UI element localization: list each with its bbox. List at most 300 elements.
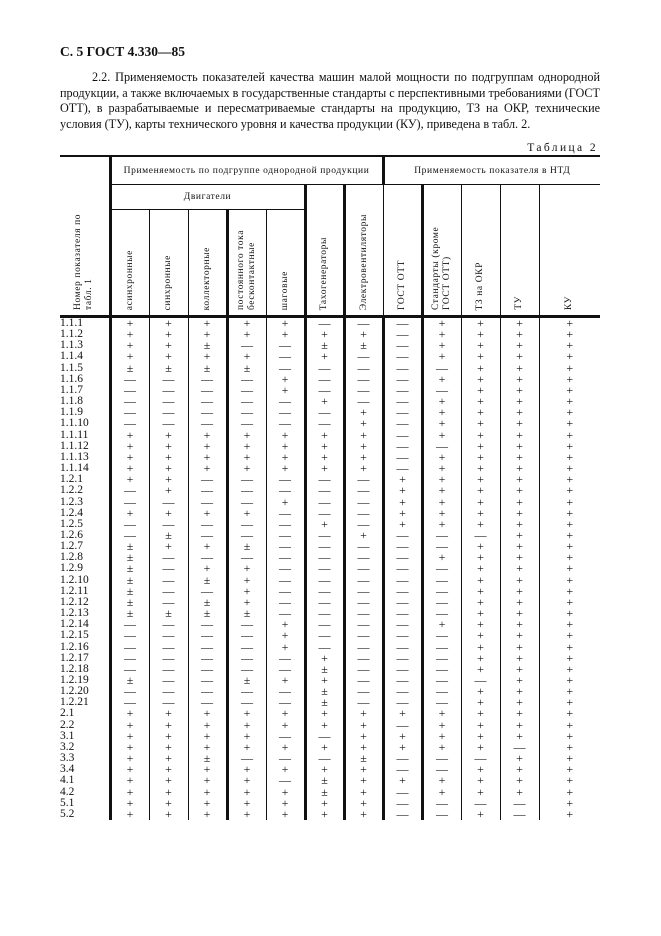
table-cell: + <box>461 385 500 396</box>
table-cell: + <box>500 418 539 429</box>
table-cell: — <box>422 798 461 809</box>
row-number: 1.2.4 <box>60 508 110 519</box>
table-cell: — <box>344 697 383 708</box>
row-number: 1.2.13 <box>60 608 110 619</box>
table-cell: + <box>344 407 383 418</box>
table-cell: — <box>344 619 383 630</box>
group-header-ntd: Применяемость показателя в НТД <box>383 156 600 185</box>
table-cell: — <box>266 753 305 764</box>
table-cell: + <box>461 664 500 675</box>
table-cell: + <box>188 809 227 820</box>
table-cell: + <box>461 430 500 441</box>
table-cell: + <box>305 463 344 474</box>
table-cell: + <box>149 731 188 742</box>
table-cell: — <box>227 396 266 407</box>
table-cell: + <box>188 452 227 463</box>
table-cell: + <box>461 519 500 530</box>
table-cell: — <box>422 530 461 541</box>
table-cell: ± <box>188 575 227 586</box>
table-cell: + <box>461 552 500 563</box>
table-cell: ± <box>305 775 344 786</box>
table-cell: — <box>383 430 422 441</box>
table-cell: + <box>461 608 500 619</box>
table-cell: — <box>383 608 422 619</box>
table-cell: — <box>110 697 149 708</box>
table-cell: — <box>383 697 422 708</box>
table-cell: — <box>383 586 422 597</box>
table-cell: + <box>539 798 600 809</box>
table-cell: — <box>266 775 305 786</box>
table-cell: + <box>149 798 188 809</box>
table-cell: + <box>188 563 227 574</box>
table-cell: + <box>461 563 500 574</box>
table-cell: — <box>227 385 266 396</box>
col-header: Тахогенераторы <box>305 185 344 317</box>
table-cell: + <box>461 764 500 775</box>
table-cell: — <box>227 619 266 630</box>
table-cell: ± <box>188 597 227 608</box>
table-cell: + <box>539 775 600 786</box>
table-cell: — <box>461 675 500 686</box>
table-cell: — <box>383 575 422 586</box>
table-cell: + <box>500 317 539 330</box>
table-cell: + <box>227 708 266 719</box>
table-cell: — <box>149 630 188 641</box>
table-cell: — <box>383 675 422 686</box>
table-cell: + <box>539 396 600 407</box>
table-cell: — <box>383 630 422 641</box>
row-number: 1.2.7 <box>60 541 110 552</box>
table-cell: — <box>383 809 422 820</box>
table-cell: + <box>500 396 539 407</box>
table-cell: + <box>110 317 149 330</box>
table-cell: + <box>110 452 149 463</box>
row-number: 3.2 <box>60 742 110 753</box>
table-cell: + <box>500 497 539 508</box>
table-cell: + <box>539 418 600 429</box>
table-cell: — <box>227 630 266 641</box>
table-cell: — <box>227 697 266 708</box>
table-cell: — <box>149 697 188 708</box>
row-number: 1.1.4 <box>60 351 110 362</box>
table-cell: + <box>539 764 600 775</box>
table-cell: — <box>500 809 539 820</box>
table-cell: — <box>383 597 422 608</box>
table-cell: — <box>344 630 383 641</box>
table-cell: — <box>305 530 344 541</box>
table-cell: + <box>227 575 266 586</box>
table-cell: — <box>305 317 344 330</box>
table-cell: — <box>344 474 383 485</box>
table-cell: + <box>500 664 539 675</box>
table-cell: + <box>266 329 305 340</box>
table-cell: + <box>461 642 500 653</box>
table-cell: — <box>305 508 344 519</box>
table-cell: — <box>110 396 149 407</box>
table-cell: + <box>110 731 149 742</box>
table-cell: + <box>500 385 539 396</box>
table-cell: + <box>110 764 149 775</box>
table-cell: + <box>149 708 188 719</box>
table-cell: + <box>149 485 188 496</box>
row-number: 1.1.7 <box>60 385 110 396</box>
table-cell: — <box>266 508 305 519</box>
table-cell: — <box>266 340 305 351</box>
table-cell: + <box>461 407 500 418</box>
table-cell: — <box>149 563 188 574</box>
table-cell: — <box>305 619 344 630</box>
table-cell: — <box>422 697 461 708</box>
table-cell: + <box>461 686 500 697</box>
table-cell: + <box>500 363 539 374</box>
table-cell: — <box>422 608 461 619</box>
table-cell: — <box>344 563 383 574</box>
table-cell: + <box>149 742 188 753</box>
table-cell: + <box>539 530 600 541</box>
table-cell: + <box>227 742 266 753</box>
table-cell: + <box>344 441 383 452</box>
table-cell: — <box>149 385 188 396</box>
table-cell: + <box>110 720 149 731</box>
table-cell: + <box>500 474 539 485</box>
row-number: 1.1.11 <box>60 430 110 441</box>
table-cell: — <box>266 731 305 742</box>
table-cell: — <box>266 351 305 362</box>
table-cell: + <box>149 430 188 441</box>
table-cell: + <box>383 497 422 508</box>
table-cell: + <box>149 463 188 474</box>
table-cell: — <box>305 385 344 396</box>
table-cell: + <box>383 519 422 530</box>
row-number: 1.1.6 <box>60 374 110 385</box>
table-cell: + <box>188 798 227 809</box>
row-number: 1.2.9 <box>60 563 110 574</box>
table-cell: — <box>305 630 344 641</box>
table-cell: — <box>110 630 149 641</box>
table-cell: — <box>383 329 422 340</box>
table-cell: + <box>539 441 600 452</box>
table-cell: + <box>188 541 227 552</box>
table-cell: + <box>422 463 461 474</box>
row-number: 2.2 <box>60 720 110 731</box>
row-number: 5.2 <box>60 809 110 820</box>
table-cell: + <box>305 809 344 820</box>
table-cell: + <box>149 329 188 340</box>
row-number: 1.1.3 <box>60 340 110 351</box>
table-cell: — <box>149 642 188 653</box>
table-cell: + <box>461 441 500 452</box>
table-cell: — <box>266 363 305 374</box>
table-cell: + <box>461 541 500 552</box>
row-number: 1.2.12 <box>60 597 110 608</box>
table-cell: + <box>539 675 600 686</box>
table-cell: + <box>461 731 500 742</box>
table-cell: + <box>227 720 266 731</box>
table-cell: + <box>422 452 461 463</box>
col-header: синхронные <box>149 210 188 317</box>
table-cell: ± <box>110 575 149 586</box>
group-header-subgroup: Применяемость по подгруппе однородной продукции <box>110 156 383 185</box>
table-cell: + <box>500 485 539 496</box>
table-cell: + <box>500 441 539 452</box>
table-cell: + <box>500 575 539 586</box>
table-cell: + <box>227 317 266 330</box>
table-cell: — <box>305 642 344 653</box>
table-cell: — <box>227 340 266 351</box>
table-cell: — <box>344 497 383 508</box>
table-cell: + <box>539 407 600 418</box>
table-cell: + <box>305 452 344 463</box>
table-cell: — <box>149 396 188 407</box>
table-cell: — <box>422 541 461 552</box>
table-cell: — <box>422 363 461 374</box>
row-number: 1.2.6 <box>60 530 110 541</box>
table-cell: + <box>500 608 539 619</box>
table-cell: + <box>266 317 305 330</box>
table-cell: — <box>461 798 500 809</box>
table-cell: — <box>383 418 422 429</box>
table-cell: — <box>227 374 266 385</box>
table-cell: + <box>539 731 600 742</box>
table-cell: + <box>461 708 500 719</box>
row-number: 1.2.18 <box>60 664 110 675</box>
table-cell: — <box>305 608 344 619</box>
table-cell: + <box>539 697 600 708</box>
table-cell: — <box>266 530 305 541</box>
table-cell: + <box>149 764 188 775</box>
table-cell: — <box>110 385 149 396</box>
table-cell: + <box>500 731 539 742</box>
table-cell: + <box>227 351 266 362</box>
table-cell: + <box>461 351 500 362</box>
table-cell: — <box>188 697 227 708</box>
table-cell: + <box>461 630 500 641</box>
table-cell: + <box>266 385 305 396</box>
table-cell: + <box>149 441 188 452</box>
table-cell: — <box>422 597 461 608</box>
table-cell: — <box>305 474 344 485</box>
table-cell: + <box>422 418 461 429</box>
table-cell: + <box>266 787 305 798</box>
table-cell: — <box>266 586 305 597</box>
table-cell: ± <box>149 608 188 619</box>
row-number: 1.2.10 <box>60 575 110 586</box>
table-cell: + <box>383 485 422 496</box>
table-cell: — <box>188 396 227 407</box>
row-number: 4.1 <box>60 775 110 786</box>
table-cell: — <box>305 363 344 374</box>
row-number: 1.2.3 <box>60 497 110 508</box>
table-cell: + <box>500 430 539 441</box>
table-cell: + <box>188 317 227 330</box>
table-cell: — <box>188 653 227 664</box>
table-cell: — <box>227 552 266 563</box>
table-cell: — <box>266 485 305 496</box>
table-cell: + <box>422 731 461 742</box>
row-number: 1.2.14 <box>60 619 110 630</box>
table-cell: + <box>539 463 600 474</box>
table-cell: + <box>539 485 600 496</box>
table-cell: — <box>188 686 227 697</box>
table-cell: + <box>266 630 305 641</box>
table-cell: + <box>500 374 539 385</box>
table-cell: + <box>227 798 266 809</box>
col-header: Стандарты (кроме ГОСТ ОТТ) <box>422 185 461 317</box>
table-cell: + <box>383 708 422 719</box>
table-cell: + <box>500 530 539 541</box>
table-cell: — <box>422 385 461 396</box>
row-number: 1.2.8 <box>60 552 110 563</box>
table-cell: — <box>383 374 422 385</box>
table-cell: + <box>383 731 422 742</box>
table-cell: + <box>266 497 305 508</box>
table-cell: — <box>110 485 149 496</box>
table-cell: + <box>266 463 305 474</box>
table-cell: — <box>188 485 227 496</box>
table-cell: — <box>305 541 344 552</box>
table-cell: — <box>188 374 227 385</box>
table-cell: + <box>500 775 539 786</box>
table-cell: + <box>422 374 461 385</box>
table-cell: + <box>266 642 305 653</box>
table-cell: ± <box>344 753 383 764</box>
table-cell: + <box>461 787 500 798</box>
table-cell: + <box>227 764 266 775</box>
table-cell: + <box>539 619 600 630</box>
table-cell: + <box>188 708 227 719</box>
table-cell: + <box>227 452 266 463</box>
table-cell: + <box>266 374 305 385</box>
table-cell: — <box>188 630 227 641</box>
table-cell: — <box>266 519 305 530</box>
table-cell: — <box>110 664 149 675</box>
table-cell: + <box>539 452 600 463</box>
table-cell: — <box>149 418 188 429</box>
row-number: 1.1.9 <box>60 407 110 418</box>
table-cell: + <box>422 430 461 441</box>
table-cell: + <box>227 430 266 441</box>
table-cell: — <box>461 753 500 764</box>
table-cell: + <box>149 508 188 519</box>
row-number: 5.1 <box>60 798 110 809</box>
table-cell: — <box>110 407 149 418</box>
row-number: 3.4 <box>60 764 110 775</box>
table-cell: + <box>344 798 383 809</box>
table-cell: + <box>461 497 500 508</box>
table-cell: — <box>188 586 227 597</box>
table-cell: + <box>344 731 383 742</box>
table-cell: + <box>500 329 539 340</box>
table-cell: + <box>188 764 227 775</box>
table-cell: — <box>227 497 266 508</box>
table-cell: — <box>110 686 149 697</box>
table-cell: + <box>539 742 600 753</box>
table-cell: + <box>461 653 500 664</box>
table-cell: + <box>305 430 344 441</box>
table-cell: ± <box>110 608 149 619</box>
table-cell: + <box>266 430 305 441</box>
table-cell: — <box>383 720 422 731</box>
table-cell: + <box>539 787 600 798</box>
table-cell: — <box>188 418 227 429</box>
table-cell: + <box>422 775 461 786</box>
table-cell: + <box>266 452 305 463</box>
col-header: постоянного тока бесконтактные <box>227 210 266 317</box>
table-cell: — <box>227 664 266 675</box>
table-cell: + <box>539 385 600 396</box>
table-cell: + <box>500 452 539 463</box>
table-cell: — <box>305 753 344 764</box>
table-cell: + <box>188 742 227 753</box>
table-cell: ± <box>305 686 344 697</box>
table-cell: — <box>188 664 227 675</box>
table-cell: + <box>461 809 500 820</box>
col-header: асинхронные <box>110 210 149 317</box>
table-cell: + <box>539 608 600 619</box>
table-cell: + <box>500 697 539 708</box>
table-cell: — <box>227 653 266 664</box>
row-number: 1.2.11 <box>60 586 110 597</box>
table-cell: — <box>344 586 383 597</box>
table-cell: — <box>188 407 227 418</box>
table-cell: — <box>110 374 149 385</box>
row-number: 1.2.21 <box>60 697 110 708</box>
table-cell: — <box>227 530 266 541</box>
table-cell: — <box>266 686 305 697</box>
table-cell: — <box>266 541 305 552</box>
table-cell: — <box>422 586 461 597</box>
table-cell: + <box>539 563 600 574</box>
table-cell: — <box>383 452 422 463</box>
table-cell: + <box>344 809 383 820</box>
table-cell: + <box>344 530 383 541</box>
table-cell: + <box>266 809 305 820</box>
table-cell: — <box>188 385 227 396</box>
table-cell: — <box>344 664 383 675</box>
table-cell: + <box>461 586 500 597</box>
table-cell: + <box>227 597 266 608</box>
table-cell: + <box>500 463 539 474</box>
col-header: ТУ <box>500 185 539 317</box>
row-number: 1.1.10 <box>60 418 110 429</box>
table-cell: + <box>500 787 539 798</box>
table-cell: — <box>227 519 266 530</box>
table-cell: — <box>227 642 266 653</box>
table-cell: + <box>227 809 266 820</box>
table-cell: — <box>344 642 383 653</box>
table-cell: + <box>305 742 344 753</box>
table-cell: ± <box>188 340 227 351</box>
table-cell: + <box>149 809 188 820</box>
table-cell: + <box>461 508 500 519</box>
table-cell: + <box>500 630 539 641</box>
table-cell: — <box>422 764 461 775</box>
table-cell: + <box>539 664 600 675</box>
table-cell: + <box>344 775 383 786</box>
table-cell: — <box>344 597 383 608</box>
table-cell: + <box>500 720 539 731</box>
table-cell: — <box>344 485 383 496</box>
table-cell: — <box>383 363 422 374</box>
table-cell: ± <box>305 697 344 708</box>
table-cell: + <box>305 351 344 362</box>
row-number: 1.2.1 <box>60 474 110 485</box>
table-cell: + <box>188 775 227 786</box>
table-cell: + <box>422 485 461 496</box>
table-cell: — <box>422 686 461 697</box>
table-cell: — <box>149 686 188 697</box>
table-cell: + <box>500 351 539 362</box>
